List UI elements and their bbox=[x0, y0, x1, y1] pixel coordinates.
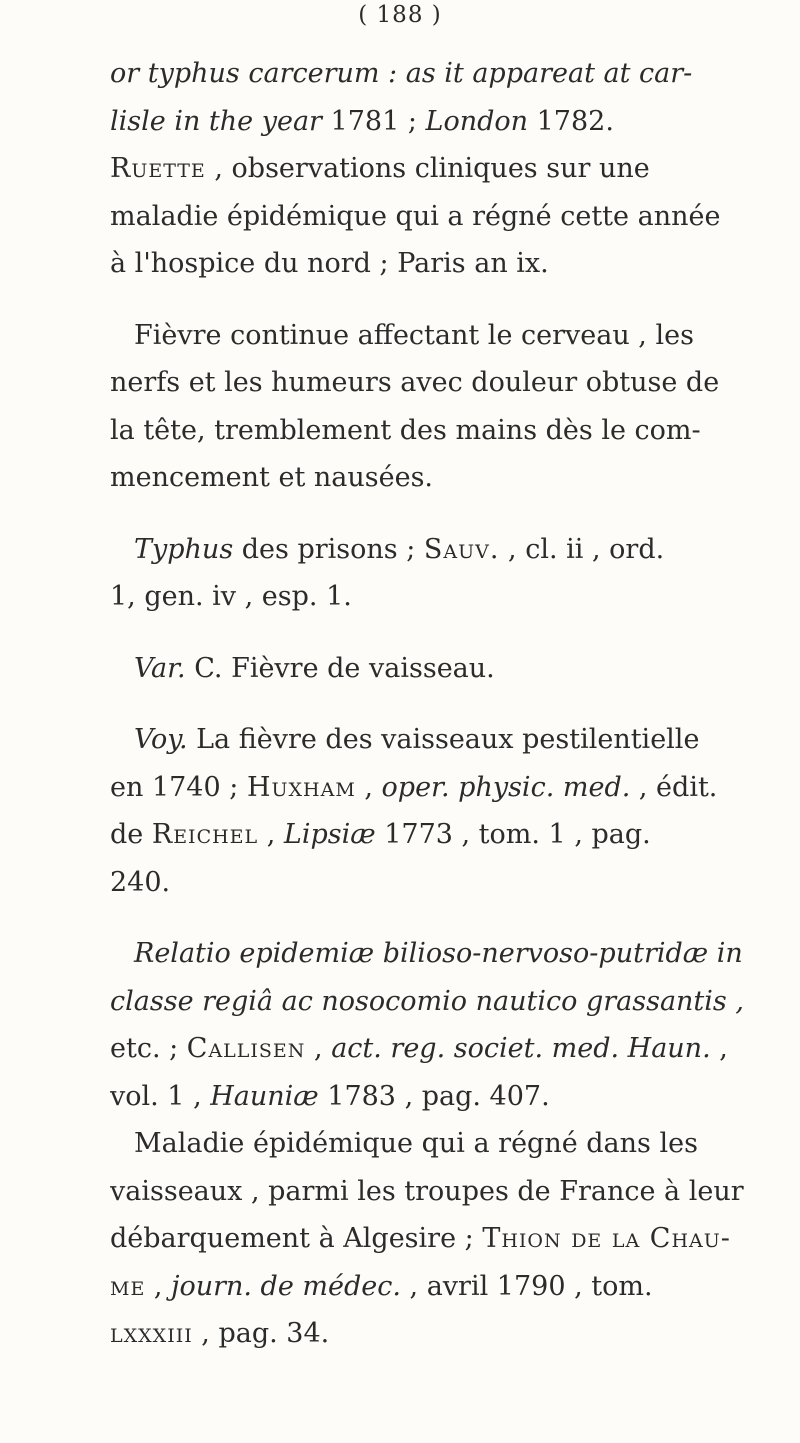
text-line bbox=[110, 454, 780, 502]
text-line bbox=[110, 312, 780, 360]
small-caps-run: Ruette bbox=[110, 153, 206, 184]
text-run: C. Fièvre de vaisseau. bbox=[185, 652, 495, 684]
text-run: 1783 , pag. 407. bbox=[318, 1080, 550, 1112]
text-run: 1781 ; bbox=[321, 105, 426, 137]
text-run: Fièvre continue affectant le cerveau , les bbox=[134, 319, 694, 351]
paragraph bbox=[110, 312, 780, 502]
text-run: , édit. bbox=[630, 771, 718, 803]
italic-run: act. reg. societ. med. Haun. bbox=[331, 1033, 711, 1064]
italic-run: Relatio epidemiæ bilioso-nervoso-putridæ in bbox=[134, 938, 743, 969]
text-run: 1773 , tom. 1 , pag. bbox=[375, 819, 651, 850]
text-run: vaisseaux , parmi les troupes de France à leur bbox=[110, 1175, 744, 1207]
text-line bbox=[110, 1120, 780, 1168]
text-line bbox=[110, 1215, 780, 1263]
text-run: Maladie épidémique qui a régné dans les bbox=[134, 1128, 698, 1159]
text-run: maladie épidémique qui a régné cette année bbox=[110, 200, 721, 232]
text-line bbox=[110, 811, 780, 859]
text-line bbox=[110, 645, 780, 693]
text-line bbox=[110, 978, 780, 1026]
paragraph bbox=[110, 716, 780, 906]
italic-run: Hauniæ bbox=[210, 1080, 319, 1112]
italic-run: oper. physic. med. bbox=[381, 771, 631, 803]
text-run: , avril 1790 , tom. bbox=[400, 1270, 653, 1302]
text-run: 1782. bbox=[528, 105, 614, 137]
page-number: ( 188 ) bbox=[358, 2, 442, 28]
text-line bbox=[110, 1168, 780, 1216]
paragraph bbox=[110, 526, 780, 621]
italic-run: Var. bbox=[134, 652, 186, 684]
text-run: , pag. 34. bbox=[192, 1318, 330, 1349]
italic-run: lisle in the year bbox=[110, 105, 322, 137]
text-line bbox=[110, 716, 780, 764]
text-line bbox=[110, 145, 780, 193]
text-line bbox=[110, 573, 780, 621]
text-line bbox=[110, 50, 780, 98]
small-caps-run: Callisen bbox=[186, 1033, 306, 1064]
text-run: la tête, tremblement des mains dès le com- bbox=[110, 414, 701, 446]
text-line bbox=[110, 764, 780, 812]
text-run: mencement et nausées. bbox=[110, 462, 434, 493]
text-line bbox=[110, 930, 780, 978]
text-run: des prisons ; bbox=[233, 533, 424, 565]
text-run: , observations cliniques sur une bbox=[205, 153, 650, 184]
text-run: , bbox=[145, 1270, 172, 1302]
text-run: à l'hospice du nord ; Paris an ix. bbox=[110, 248, 549, 279]
text-line bbox=[110, 407, 780, 455]
text-run: La fièvre des vaisseaux pestilentielle bbox=[187, 724, 700, 755]
text-run: , bbox=[710, 1033, 728, 1064]
italic-run: Lipsiæ bbox=[283, 819, 376, 850]
italic-run: or typhus carcerum : as it appareat at car- bbox=[110, 58, 693, 89]
paragraph bbox=[110, 930, 780, 1358]
text-run: 1, gen. iv , esp. 1. bbox=[110, 581, 352, 612]
paragraph bbox=[110, 645, 780, 693]
text-line bbox=[110, 526, 780, 574]
paragraph bbox=[110, 50, 780, 288]
text-run: vol. 1 , bbox=[110, 1080, 211, 1112]
small-caps-run: Sauv. bbox=[423, 533, 500, 565]
text-line bbox=[110, 1025, 780, 1073]
page-body bbox=[110, 0, 780, 1358]
text-run: etc. ; bbox=[110, 1033, 187, 1064]
text-line bbox=[110, 1263, 780, 1311]
text-run: 240. bbox=[110, 866, 171, 898]
text-line bbox=[110, 193, 780, 241]
small-caps-run: Thion de la Chau- bbox=[482, 1223, 731, 1254]
text-line bbox=[110, 359, 780, 407]
text-line bbox=[110, 1310, 780, 1358]
text-run: en 1740 ; bbox=[110, 771, 247, 803]
small-caps-run: Huxham bbox=[246, 771, 356, 803]
text-run: de bbox=[110, 819, 152, 850]
text-run: , bbox=[258, 819, 284, 850]
text-line bbox=[110, 98, 780, 146]
italic-run: journ. de médec. bbox=[171, 1270, 401, 1302]
small-caps-run: me bbox=[110, 1270, 146, 1302]
italic-run: Typhus bbox=[134, 533, 234, 565]
text-line bbox=[110, 859, 780, 907]
italic-run: Voy. bbox=[134, 724, 188, 755]
small-caps-run: Reichel bbox=[151, 819, 259, 850]
text-run: , bbox=[305, 1033, 332, 1064]
text-run: , cl. ii , ord. bbox=[499, 533, 665, 565]
text-run: , bbox=[355, 771, 382, 803]
small-caps-run: lxxxiii bbox=[110, 1318, 193, 1349]
italic-run: London bbox=[425, 105, 529, 137]
text-run: nerfs et les humeurs avec douleur obtuse de bbox=[110, 367, 720, 398]
text-line bbox=[110, 1073, 780, 1121]
text-line bbox=[110, 240, 780, 288]
text-run: débarquement à Algesire ; bbox=[110, 1223, 483, 1254]
italic-run: classe regiâ ac nosocomio nautico grassantis , bbox=[110, 985, 744, 1017]
